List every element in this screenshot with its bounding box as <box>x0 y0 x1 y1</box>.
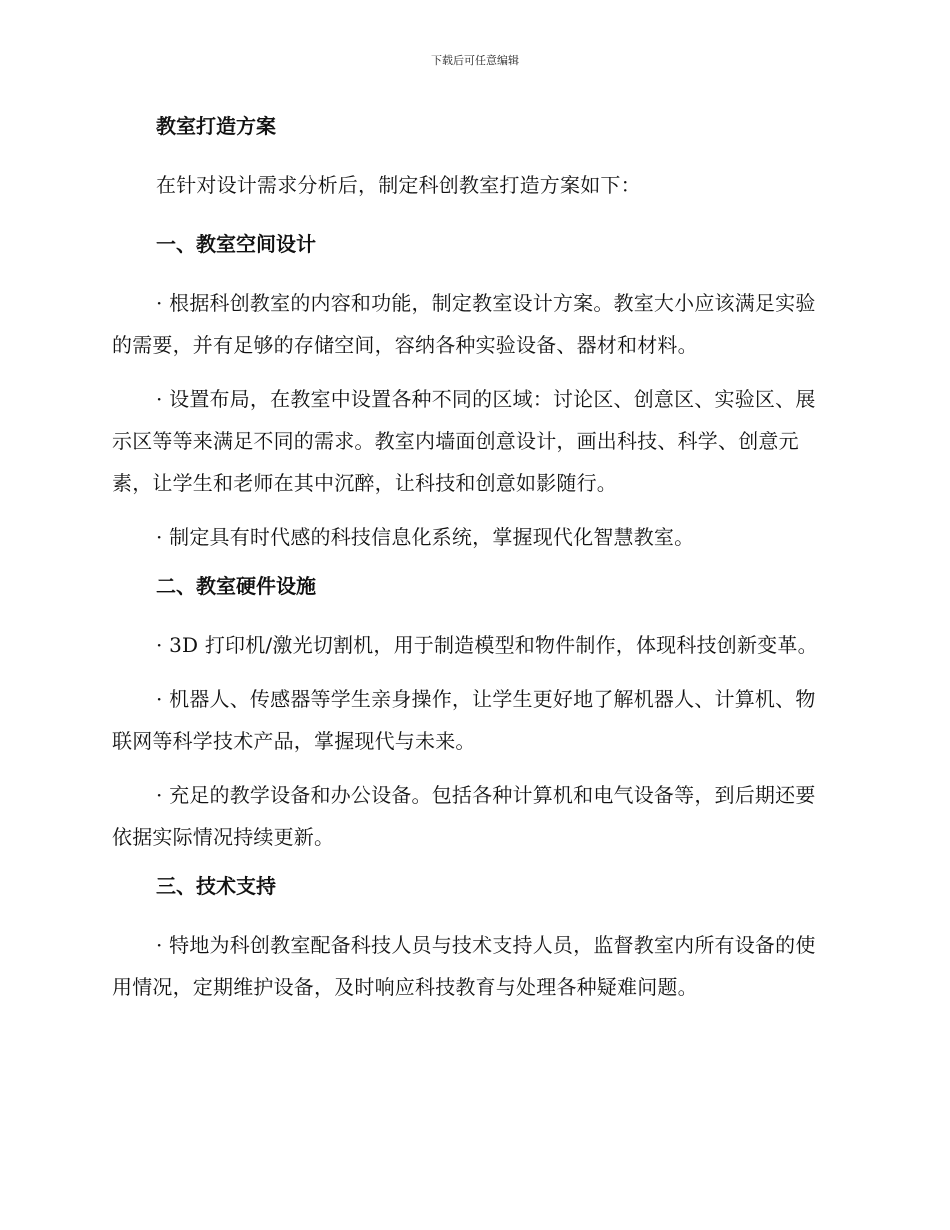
intro-paragraph: 在针对设计需求分析后，制定科创教室打造方案如下： <box>156 173 641 197</box>
bullet-paragraph: · 3D 打印机/激光切割机，用于制造模型和物件制作，体现科技创新变革。 <box>156 633 818 657</box>
bullet-paragraph: · 机器人、传感器等学生亲身操作，让学生更好地了解机器人、计算机、物联网等科学技术产品，掌握现代与未来。 <box>112 687 816 753</box>
section-heading: 一、教室空间设计 <box>156 232 316 256</box>
bullet-paragraph: · 设置布局，在教室中设置各种不同的区域：讨论区、创意区、实验区、展示区等等来满足不同的需求。教室内墙面创意设计，画出科技、科学、创意元素，让学生和老师在其中沉醉，让科技和创意如影随行。 <box>112 387 816 495</box>
section-heading: 二、教室硬件设施 <box>156 574 316 598</box>
bullet-paragraph: · 制定具有时代感的科技信息化系统，掌握现代化智慧教室。 <box>156 525 695 549</box>
bullet-paragraph: · 特地为科创教室配备科技人员与技术支持人员，监督教室内所有设备的使用情况，定期维护设备，及时响应科技教育与处理各种疑难问题。 <box>112 933 816 999</box>
section-heading: 三、技术支持 <box>156 874 276 898</box>
bullet-paragraph: · 充足的教学设备和办公设备。包括各种计算机和电气设备等，到后期还要依据实际情况持续更新。 <box>112 783 816 849</box>
page-header-note: 下载后可任意编辑 <box>431 54 519 67</box>
bullet-paragraph: · 根据科创教室的内容和功能，制定教室设计方案。教室大小应该满足实验的需要，并有足够的存储空间，容纳各种实验设备、器材和材料。 <box>112 291 816 357</box>
section-hardware <box>112 570 824 858</box>
document-body <box>112 110 824 1020</box>
section-space-design <box>112 228 824 558</box>
document-title: 教室打造方案 <box>156 114 276 138</box>
section-tech-support <box>112 870 824 1008</box>
